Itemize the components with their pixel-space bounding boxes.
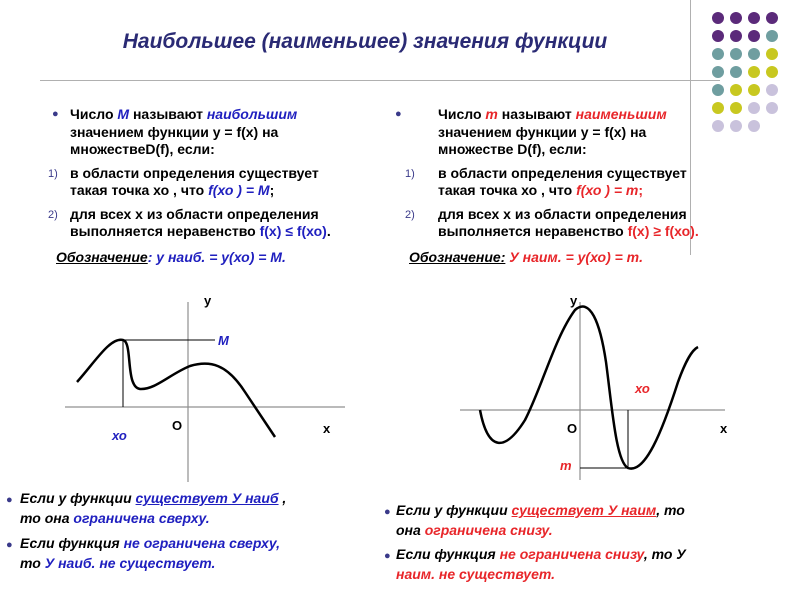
left-note2-text: Если функция — [20, 535, 124, 551]
bullet-dot-icon: ● — [395, 108, 402, 120]
list-marker-1: 1) — [405, 167, 415, 180]
right-item2-formula: f(x) ≥ f(хо) — [627, 223, 695, 239]
right-min-label: m — [560, 458, 572, 473]
right-notation-value: У наим. = у(хо) = m. — [505, 248, 644, 265]
left-intro-line3: множествеD(f), если: — [70, 141, 215, 157]
right-item1-formula: f(хо ) = m — [576, 182, 639, 198]
left-note1-line2: то она — [20, 510, 74, 526]
left-notation-value: : у наиб. = у(хо) = М. — [147, 248, 286, 265]
right-intro-m: m — [485, 106, 498, 122]
left-note1-keyword2: ограничена сверху — [73, 510, 206, 526]
right-origin-label: O — [567, 421, 578, 436]
left-note1-end: . — [205, 510, 210, 526]
list-marker-2: 2) — [405, 208, 415, 221]
bullet-dot-icon: ● — [6, 539, 13, 551]
bullet-dot-icon: ● — [52, 108, 59, 120]
left-definition — [40, 106, 410, 266]
list-marker-2: 2) — [48, 208, 58, 221]
right-item1-line2: такая точка хо , что — [438, 182, 577, 198]
right-note2-keyword: не ограничена снизу — [499, 546, 644, 562]
left-note2-keyword2: У наиб. не существует. — [44, 555, 216, 571]
left-note2-keyword: не ограничена сверху, — [123, 535, 280, 551]
right-y-label: y — [570, 293, 578, 308]
right-note2-line2: наим. не существует. — [396, 566, 556, 582]
right-note1-line2: она — [396, 522, 425, 538]
right-x-label: x — [720, 421, 728, 436]
right-note1-text: Если у функции — [396, 502, 512, 518]
left-x-label: x — [323, 421, 331, 436]
left-note2-line2: то — [20, 555, 45, 571]
left-item2-line1: для всех х из области определения — [70, 205, 319, 222]
right-note1-punct: , то — [656, 502, 685, 518]
list-marker-1: 1) — [48, 167, 58, 180]
left-x0-label: хо — [112, 428, 127, 443]
right-note2-punct: , то У — [643, 546, 686, 562]
left-note1-keyword: существует У наиб — [135, 490, 279, 506]
right-notation-label: Обозначение: — [409, 248, 506, 265]
page-title: Наибольшее (наименьшее) значения функции — [122, 30, 608, 53]
left-item1-line2: такая точка хо , что — [70, 182, 209, 198]
right-item1-punct: ; — [638, 182, 644, 198]
left-note1-text: Если у функции — [20, 490, 136, 506]
right-note1-keyword2: ограничена снизу — [424, 522, 549, 538]
right-min-graph — [450, 292, 750, 482]
left-item1-line1: в области определения существует — [70, 164, 319, 181]
left-item2-formula: f(x) ≤ f(хо) — [259, 223, 327, 239]
left-intro-text: Число — [70, 106, 118, 122]
left-item2-line2: выполняется неравенство — [70, 223, 260, 239]
right-intro-text-b: называют — [497, 106, 576, 122]
left-max-label: M — [218, 333, 229, 348]
left-intro-keyword: наибольшим — [206, 106, 298, 122]
right-item2-line1: для всех х из области определения — [438, 205, 687, 222]
decorative-horizontal-rule — [40, 80, 720, 81]
right-definition — [395, 106, 775, 266]
right-intro-line3: множестве D(f), если: — [438, 141, 587, 157]
left-notation-label: Обозначение — [56, 248, 148, 265]
right-intro-keyword: наименьшим — [575, 106, 667, 122]
right-bottom-notes — [384, 500, 784, 584]
left-intro-m: М — [117, 106, 130, 122]
left-intro-text-b: называют — [129, 106, 207, 122]
bullet-dot-icon: ● — [384, 506, 391, 518]
right-item2-line2: выполняется неравенство — [438, 223, 628, 239]
left-intro-line2: значением функции у = f(x) на — [70, 123, 279, 140]
left-note1-punct: , — [278, 490, 287, 506]
right-item2-punct: . — [694, 223, 699, 239]
right-note1-end: . — [548, 522, 553, 538]
left-item1-formula: f(хо ) = М — [208, 182, 270, 198]
left-item2-punct: . — [326, 223, 331, 239]
left-bottom-notes — [6, 488, 386, 573]
bullet-dot-icon: ● — [6, 494, 13, 506]
right-intro-line2: значением функции у = f(x) на — [438, 123, 647, 140]
left-max-graph — [55, 292, 355, 484]
right-note1-keyword: существует У наим — [511, 502, 657, 518]
left-origin-label: O — [172, 418, 183, 433]
left-item1-punct: ; — [269, 182, 275, 198]
right-item1-line1: в области определения существует — [438, 164, 687, 181]
right-x0-label: хо — [635, 381, 650, 396]
right-function-curve — [480, 307, 698, 469]
right-note2-text: Если функция — [396, 546, 500, 562]
right-intro-text: Число — [438, 106, 486, 122]
left-y-label: y — [204, 293, 212, 308]
bullet-dot-icon: ● — [384, 550, 391, 562]
